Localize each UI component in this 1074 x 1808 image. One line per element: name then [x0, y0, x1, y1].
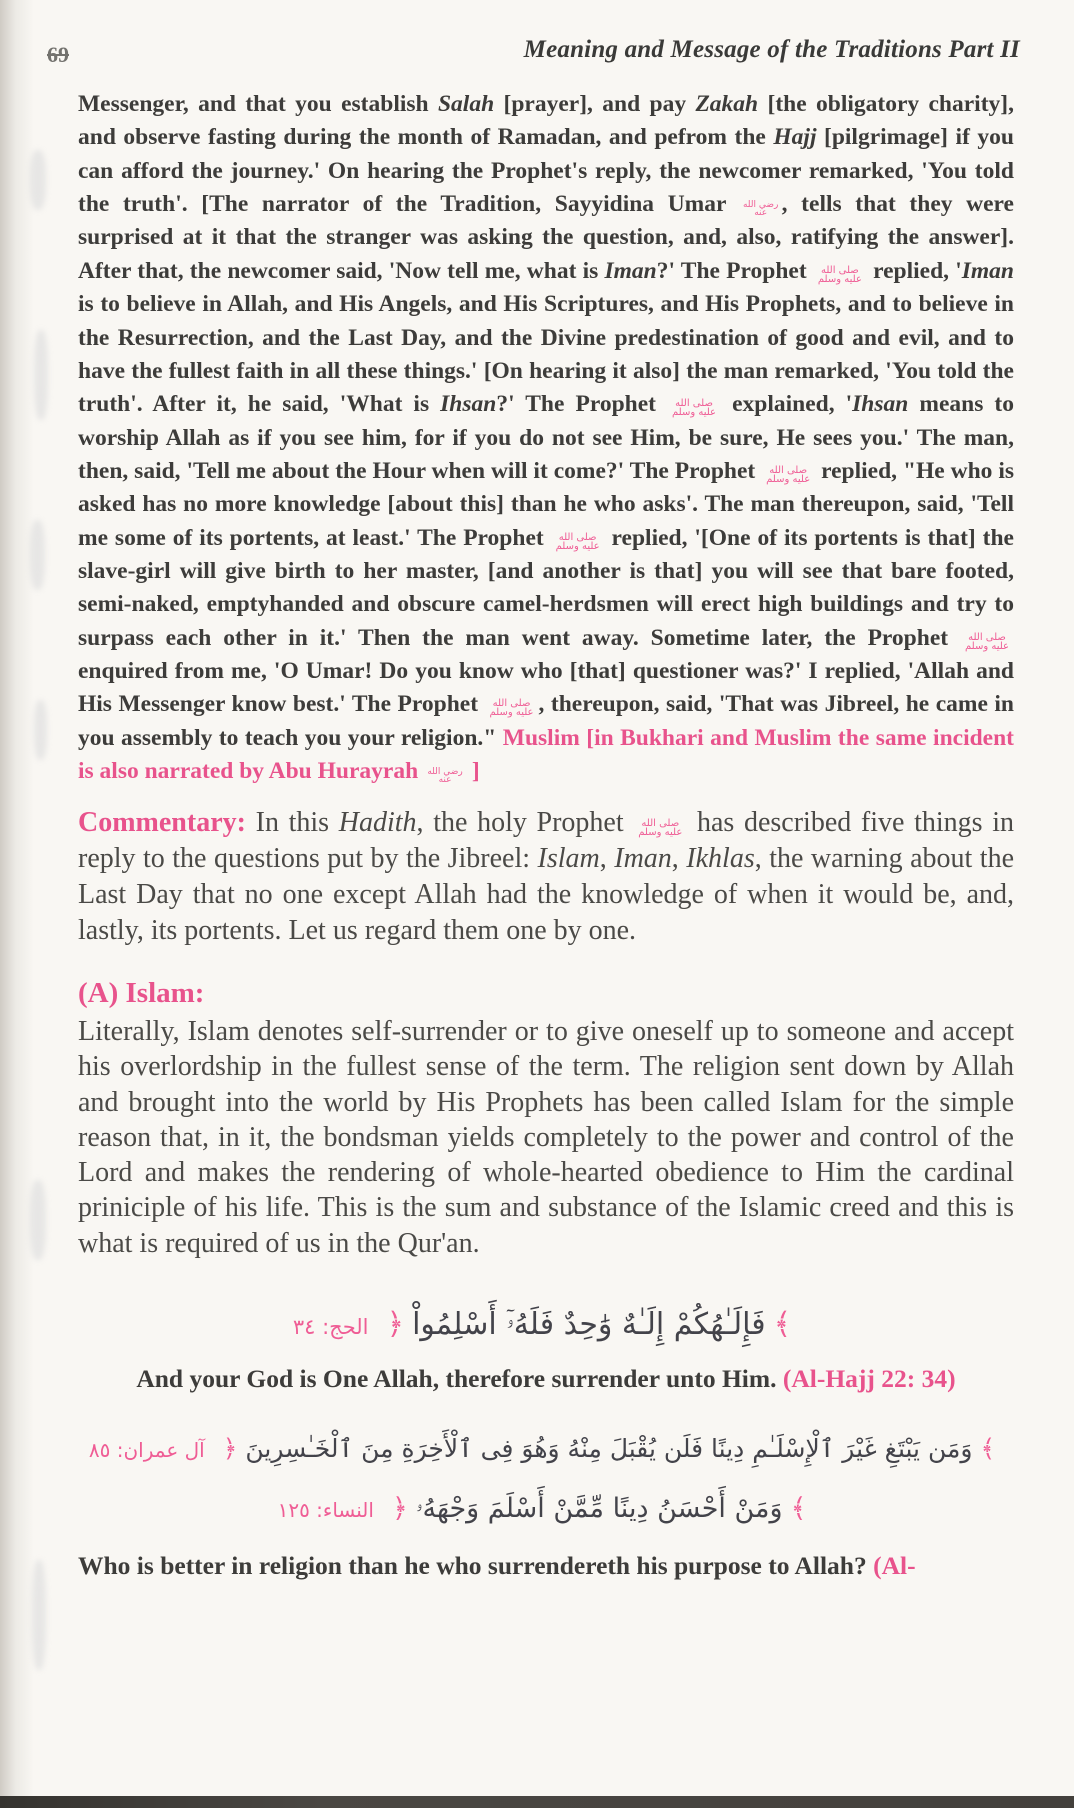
verse-1-arabic-text: فَإِلَـٰهُكُمْ إِلَـٰهٌ وَٰحِدٌ فَلَهُۥٓ أَسْلِمُواْ: [412, 1306, 766, 1342]
quran-verse-1: [78, 1307, 1014, 1342]
page-header: [47, 36, 1020, 70]
quran-verse-3: [78, 1493, 1014, 1525]
closing-text: Who is better in religion than he who surrendereth his purpose to Allah?: [78, 1550, 874, 1580]
scan-artifact: [30, 520, 45, 590]
verse-3-arabic-text: وَمَنْ أَحْسَنُ دِينًا مِّمَّنْ أَسْلَمَ وَجْهَهُۥ: [415, 1492, 783, 1524]
verse-ornament-open-icon: ﴾: [980, 1433, 996, 1463]
scan-bottom-edge: [0, 1796, 1074, 1808]
verse-ornament-open-icon: ﴾: [773, 1306, 792, 1342]
section-heading-islam: (A) Islam:: [78, 976, 205, 1009]
scan-artifact: [30, 150, 46, 210]
verse-1-reference: الحج: ٣٤: [292, 1314, 369, 1339]
verse-3-reference: النساء: ١٢٥: [277, 1497, 374, 1522]
verse-ornament-open-icon: ﴾: [790, 1492, 807, 1524]
closing-citation: (Al-: [873, 1550, 916, 1580]
running-header-title: Meaning and Message of the Traditions Part II: [523, 36, 1020, 63]
verse-1-translation: [78, 1364, 1014, 1394]
translation-citation: (Al-Hajj 22: 34): [782, 1363, 956, 1393]
verse-ornament-close-icon: ﴿: [222, 1433, 238, 1463]
verse-2-arabic-text: وَمَن يَبْتَغِ غَيْرَ ٱلْإِسْلَـٰمِ دِينًا فَلَن يُقْبَلَ مِنْهُ وَهُوَ فِى ٱلْأَخِرَةِ مِنَ ٱلْخَـٰسِرِينَ: [245, 1433, 973, 1463]
commentary-paragraph: Commentary: In this Hadith, the holy Prophet صلى الله عليه وسلم has described five things in reply to the questions put by the Jibreel: Islam, Iman, Ikhlas, the warning about the Last Day that no one except Allah had the knowledge of when it would be, and, lastly, its portents. Let us regard them one by one.: [78, 806, 1015, 946]
verse-ornament-close-icon: ﴿: [391, 1492, 408, 1524]
closing-line: [78, 1551, 1014, 1581]
page-gutter-shadow: [0, 0, 34, 1808]
translation-text: And your God is One Allah, therefore surrender unto Him.: [136, 1363, 783, 1393]
verse-2-reference: آل عمران: ٨٥: [88, 1437, 205, 1462]
page-content: [78, 88, 1014, 1581]
verse-ornament-close-icon: ﴿: [386, 1306, 405, 1342]
scan-artifact: [30, 1180, 46, 1260]
islam-paragraph: Literally, Islam denotes self-surrender or to give oneself up to someone and accept his overlordship in the fullest sense of the term. The religion sent down by Allah and brought into the world by His Prophets has been called Islam for the simple reason that, in it, the bondsman yields completely to the power and control of the Lord and makes the rendering of whole-hearted obedience to Him the cardinal priniciple of his life. This is the sum and substance of the Islamic creed and this is what is required of us in the Qur'an.: [78, 1015, 1014, 1259]
scan-artifact: [34, 330, 48, 420]
quran-verse-2: [78, 1434, 1014, 1463]
scan-artifact: [32, 1560, 46, 1670]
hadith-paragraph: Messenger, and that you establish Salah [prayer], and pay Zakah [the obligatory charity], and observe fasting during the month of Ramadan, and pefrom the Hajj [pilgrimage] if you can afford the journey.' On hearing the Prophet's reply, the newcomer remarked, 'You told the truth'. [The narrator of the Tradition, Sayyidina Umar رضي الله عنه , tells that they were surprised at it that the stranger was asking the question, and, also, ratifying the answer]. After that, the newcomer said, 'Now tell me, what is Iman?' The Prophet صلى الله عليه وسلم replied, 'Iman is to believe in Allah, and His Angels, and His Scriptures, and His Prophets, and to believe in the Resurrection, and the Last Day, and the Divine predestination of good and evil, and to have the fullest faith in all these things.' [On hearing it also] the man remarked, 'You told the truth'. After it, he said, 'What is Ihsan?' The Prophet صلى الله عليه وسلم explained, 'Ihsan means to worship Allah as if you see him, for if you do not see Him, be sure, He sees you.' The man, then, said, 'Tell me about the Hour when will it come?' The Prophet صلى الله عليه وسلم replied, "He who is asked has no more knowledge [about this] than he who asks'. The man thereupon, said, 'Tell me some of its portents, at least.' The Prophet صلى الله عليه وسلم replied, '[One of its portents is that] the slave-girl will give birth to her master, [and another is that] you will see that bare footed, semi-naked, emptyhanded and obscure camel-herdsmen will erect high buildings and try to surpass each other in it.' Then the man went away. Sometime later, the Prophet صلى الله عليه وسلم enquired from me, 'O Umar! Do you know who [that] questioner was?' I replied, 'Allah and His Messenger know best.' The Prophet صلى الله عليه وسلم , thereupon, said, 'That was Jibreel, he came in you assembly to teach you your religion." Muslim [in Bukhari and Muslim the same incident is also narrated by Abu Hurayrah رضي الله عنه ]: [78, 91, 1014, 786]
page-number: 69: [47, 42, 69, 67]
scan-artifact: [34, 700, 47, 760]
